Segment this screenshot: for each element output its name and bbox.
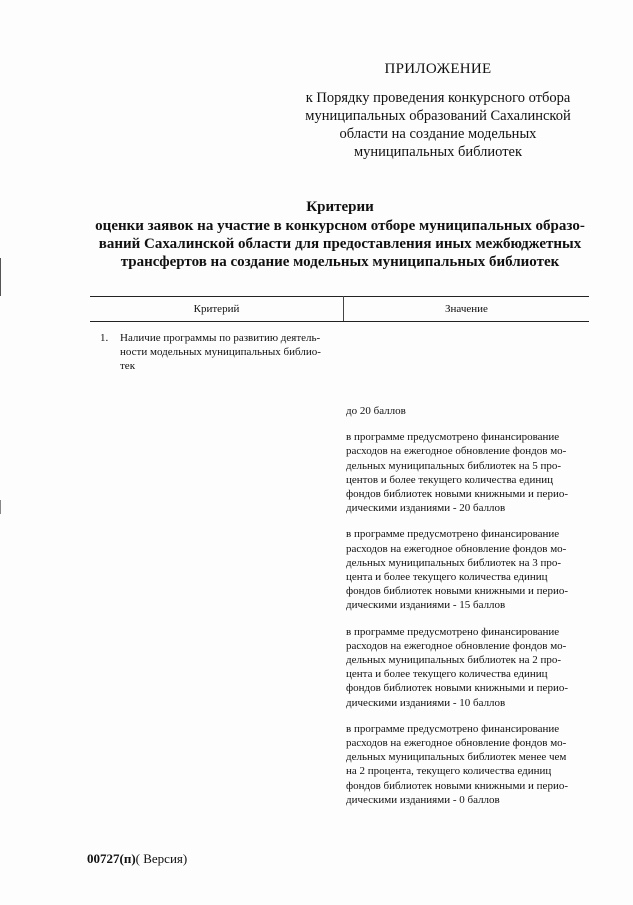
appendix-line: к Порядку проведения конкурсного отбора xyxy=(305,90,571,106)
option-line: дическими изданиями - 0 баллов xyxy=(346,793,500,806)
criteria-heading xyxy=(70,198,610,271)
option-line: дическими изданиями - 20 баллов xyxy=(346,502,506,515)
appendix-line: области на создание модельных xyxy=(339,126,537,142)
criterion-text xyxy=(120,331,342,373)
option-line: расходов на ежегодное обновление фондов мо- xyxy=(346,639,567,652)
appendix-title: ПРИЛОЖЕНИЕ xyxy=(384,61,492,77)
score-option xyxy=(346,430,586,515)
criterion-line: тек xyxy=(120,360,136,372)
document-version: ( Версия) xyxy=(135,851,188,866)
column-header-value: Значение xyxy=(445,303,488,315)
appendix-line: муниципальных библиотек xyxy=(353,144,523,160)
option-line: дельных муниципальных библиотек на 5 про- xyxy=(346,459,562,472)
option-line: цента и более текущего количества единиц xyxy=(346,668,548,681)
option-line: фондов библиотек новыми книжными и перио- xyxy=(346,779,568,792)
option-line: дическими изданиями - 10 баллов xyxy=(346,696,506,709)
option-line: расходов на ежегодное обновление фондов мо- xyxy=(346,737,567,750)
appendix-line: муниципальных образований Сахалинской xyxy=(305,108,571,124)
table-header-rule xyxy=(90,321,589,322)
option-line: в программе предусмотрено финансирование xyxy=(346,722,560,735)
criteria-subtitle-line: ваний Сахалинской области для предоставления иных межбюджетных xyxy=(98,236,582,252)
criteria-title: Критерии xyxy=(306,199,374,215)
row-number: 1. xyxy=(100,332,109,344)
scan-margin-mark xyxy=(0,500,1,514)
option-line: фондов библиотек новыми книжными и перио- xyxy=(346,488,568,501)
criteria-subtitle-line: трансфертов на создание модельных муниципальных библиотек xyxy=(120,254,560,270)
option-line: дельных муниципальных библиотек на 3 про- xyxy=(346,556,562,569)
document-footer xyxy=(87,851,187,867)
scan-margin-mark xyxy=(0,258,1,296)
table-top-rule xyxy=(90,296,589,297)
option-line: в программе предусмотрено финансирование xyxy=(346,625,560,638)
score-option xyxy=(346,625,586,710)
option-line: в программе предусмотрено финансирование xyxy=(346,528,560,541)
option-line: фондов библиотек новыми книжными и перио- xyxy=(346,682,568,695)
option-line: центов и более текущего количества единиц xyxy=(346,473,554,486)
criterion-line: Наличие программы по развитию деятель- xyxy=(120,332,321,344)
value-column xyxy=(346,404,586,819)
document-code: 00727(п) xyxy=(87,851,136,866)
column-header-criterion: Критерий xyxy=(193,303,240,315)
option-line: дическими изданиями - 15 баллов xyxy=(346,599,506,612)
max-score: до 20 баллов xyxy=(346,405,406,417)
option-line: цента и более текущего количества единиц xyxy=(346,571,548,584)
score-option xyxy=(346,722,586,807)
option-line: на 2 процента, текущего количества единиц xyxy=(346,765,552,778)
option-line: в программе предусмотрено финансирование xyxy=(346,431,560,444)
option-line: расходов на ежегодное обновление фондов мо- xyxy=(346,542,567,555)
criteria-subtitle-line: оценки заявок на участие в конкурсном отборе муниципальных образо- xyxy=(95,218,585,234)
option-line: расходов на ежегодное обновление фондов мо- xyxy=(346,445,567,458)
option-line: фондов библиотек новыми книжными и перио- xyxy=(346,585,568,598)
criterion-line: ности модельных муниципальных библио- xyxy=(120,346,321,358)
appendix-block xyxy=(290,60,586,161)
score-option xyxy=(346,527,586,612)
option-line: дельных муниципальных библиотек на 2 про- xyxy=(346,654,562,667)
option-line: дельных муниципальных библиотек менее чем xyxy=(346,751,567,764)
